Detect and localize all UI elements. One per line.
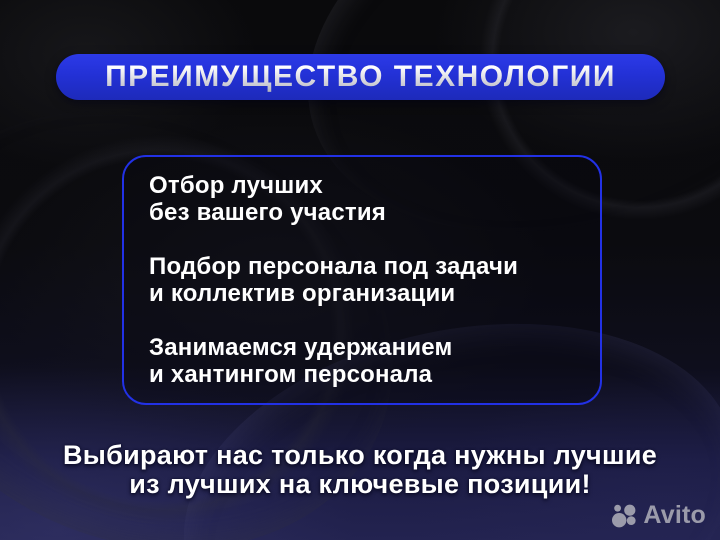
avito-brand-text: Avito — [643, 501, 706, 529]
header-banner — [56, 54, 665, 100]
avito-circles-icon — [612, 503, 638, 529]
benefit-2-line-2: и коллектив организации — [149, 280, 456, 307]
avito-watermark — [612, 501, 706, 530]
page-title: ПРЕИМУЩЕСТВО ТЕХНОЛОГИИ — [105, 60, 616, 93]
benefit-item-3 — [149, 334, 578, 388]
benefit-item-1 — [149, 172, 578, 226]
benefit-item-2 — [149, 253, 578, 307]
footer-tagline-line-2: из лучших на ключевые позиции! — [129, 469, 591, 499]
benefit-3-line-2: и хантингом персонала — [149, 361, 433, 388]
benefit-1-line-2: без вашего участия — [149, 199, 387, 226]
benefit-1-line-1: Отбор лучших — [149, 172, 323, 199]
footer-tagline-line-1: Выбирают нас только когда нужны лучшие — [62, 440, 658, 470]
footer-tagline — [0, 441, 720, 499]
benefits-card — [122, 155, 602, 405]
benefit-3-line-1: Занимаемся удержанием — [149, 334, 453, 361]
benefit-2-line-1: Подбор персонала под задачи — [149, 253, 519, 280]
